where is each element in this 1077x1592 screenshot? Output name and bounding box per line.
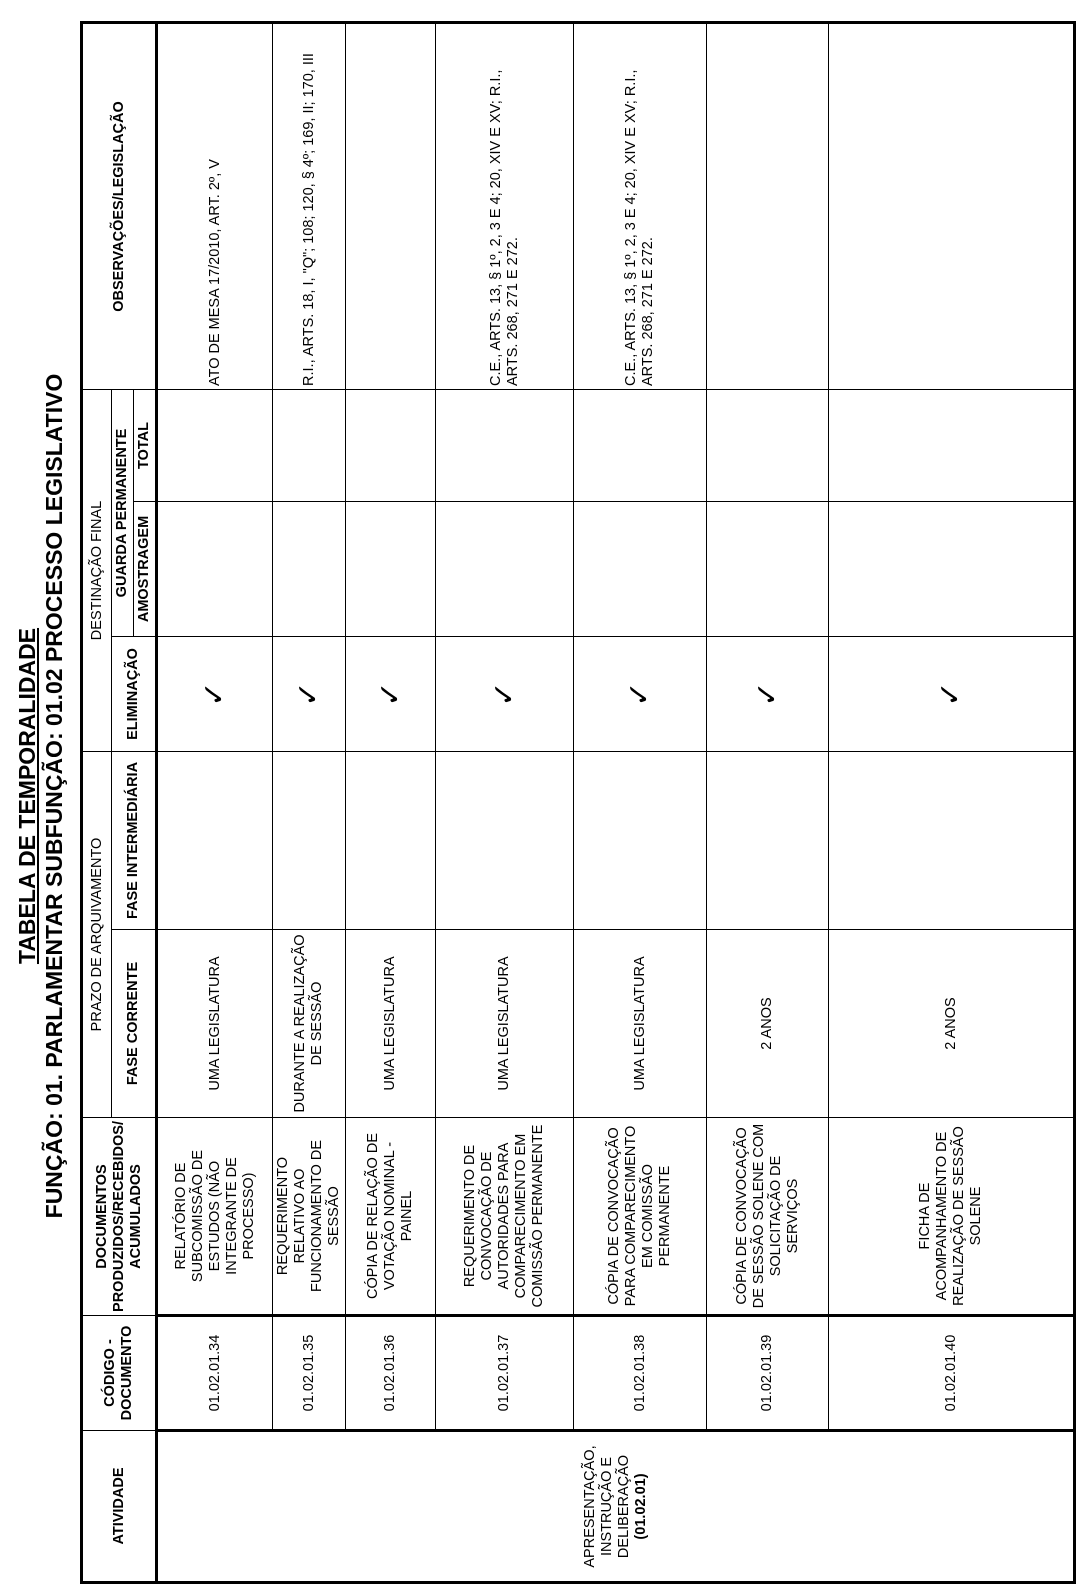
table-row	[829, 22, 1075, 1582]
total-cell	[346, 389, 436, 501]
observacoes-cell: C.E., ARTS. 13, § 1º, 2, 3 E 4; 20, XIV E XV; R.I., ARTS. 268, 271 E 272.	[574, 22, 707, 389]
documento-cell: CÓPIA DE CONVOCAÇÃO DE SESSÃO SOLENE COM SOLICITAÇÃO DE SERVIÇOS	[707, 1118, 829, 1316]
table-row	[273, 22, 346, 1582]
check-mark-icon: ✓	[749, 681, 785, 707]
eliminacao-cell	[829, 636, 1075, 751]
observacoes-cell	[829, 22, 1075, 389]
atividade-cell	[157, 1431, 1075, 1583]
amostragem-cell	[346, 501, 436, 636]
fase-corrente-cell: 2 ANOS	[707, 930, 829, 1118]
observacoes-cell: R.I., ARTS. 18, I, "Q"; 108; 120, § 4º; 169, II; 170, III	[273, 22, 346, 389]
check-mark-icon: ✓	[486, 681, 522, 707]
eliminacao-cell	[346, 636, 436, 751]
fase-intermediaria-cell	[346, 751, 436, 929]
fase-intermediaria-cell	[436, 751, 574, 929]
amostragem-cell	[157, 501, 273, 636]
total-cell	[436, 389, 574, 501]
check-mark-icon: ✓	[933, 681, 968, 707]
fase-intermediaria-cell	[574, 751, 707, 929]
amostragem-cell	[436, 501, 574, 636]
fase-corrente-cell: 2 ANOS	[829, 930, 1075, 1118]
fase-corrente-cell: UMA LEGISLATURA	[346, 930, 436, 1118]
header-amostragem: AMOSTRAGEM	[134, 501, 157, 636]
documento-cell: RELATÓRIO DE SUBCOMISSÃO DE ESTUDOS (NÃO INTEGRANTE DE PROCESSO)	[157, 1118, 273, 1316]
total-cell	[829, 389, 1075, 501]
fase-intermediaria-cell	[273, 751, 346, 929]
page-title: TABELA DE TEMPORALIDADE	[14, 627, 40, 965]
codigo-cell: 01.02.01.38	[574, 1316, 707, 1431]
eliminacao-cell	[574, 636, 707, 751]
fase-intermediaria-cell	[707, 751, 829, 929]
header-prazo: PRAZO DE ARQUIVAMENTO	[82, 751, 112, 1117]
header-destinacao: DESTINAÇÃO FINAL	[82, 389, 112, 751]
codigo-cell: 01.02.01.35	[273, 1316, 346, 1431]
table-body	[157, 22, 1075, 1582]
title-block	[14, 0, 68, 1592]
check-mark-icon: ✓	[197, 681, 232, 707]
table-row	[707, 22, 829, 1582]
table-row	[436, 22, 574, 1582]
fase-intermediaria-cell	[157, 751, 273, 929]
amostragem-cell	[574, 501, 707, 636]
header-fase-intermediaria: FASE INTERMEDIÁRIA	[112, 751, 157, 929]
header-documentos: DOCUMENTOS PRODUZIDOS/RECEBIDOS/ ACUMULADOS	[82, 1118, 157, 1316]
total-cell	[273, 389, 346, 501]
header-eliminacao: ELIMINAÇÃO	[112, 636, 157, 751]
observacoes-cell	[346, 22, 436, 389]
eliminacao-cell	[273, 636, 346, 751]
total-cell	[574, 389, 707, 501]
codigo-cell: 01.02.01.40	[829, 1316, 1075, 1431]
check-mark-icon: ✓	[372, 681, 408, 707]
fase-corrente-cell: UMA LEGISLATURA	[574, 930, 707, 1118]
documento-cell: CÓPIA DE RELAÇÃO DE VOTAÇÃO NOMINAL - PAINEL	[346, 1118, 436, 1316]
total-cell	[707, 389, 829, 501]
codigo-cell: 01.02.01.36	[346, 1316, 436, 1431]
observacoes-cell	[707, 22, 829, 389]
table-row	[157, 22, 273, 1582]
codigo-cell: 01.02.01.39	[707, 1316, 829, 1431]
documento-cell: REQUERIMENTO RELATIVO AO FUNCIONAMENTO DE SESSÃO	[273, 1118, 346, 1316]
page-subtitle: FUNÇÃO: 01. PARLAMENTAR SUBFUNÇÃO: 01.02 PROCESSO LEGISLATIVO	[41, 373, 67, 1219]
check-mark-icon: ✓	[291, 681, 326, 707]
codigo-cell: 01.02.01.37	[436, 1316, 574, 1431]
fase-intermediaria-cell	[829, 751, 1075, 929]
eliminacao-cell	[436, 636, 574, 751]
atividade-code: (01.02.01)	[632, 1473, 649, 1540]
atividade-label: APRESENTAÇÃO, INSTRUÇÃO E DELIBERAÇÃO	[581, 1445, 632, 1568]
amostragem-cell	[707, 501, 829, 636]
observacoes-cell: C.E., ARTS. 13, § 1º, 2, 3 E 4; 20, XIV E XV; R.I., ARTS. 268, 271 E 272.	[436, 22, 574, 389]
codigo-cell: 01.02.01.34	[157, 1316, 273, 1431]
observacoes-cell: ATO DE MESA 17/2010, ART. 2º, V	[157, 22, 273, 389]
header-observacoes: OBSERVAÇÕES/LEGISLAÇÃO	[82, 22, 157, 389]
header-fase-corrente: FASE CORRENTE	[112, 930, 157, 1118]
header-guarda-permanente: GUARDA PERMANENTE	[112, 389, 134, 636]
amostragem-cell	[829, 501, 1075, 636]
temporality-table	[80, 21, 1076, 1584]
documento-cell: CÓPIA DE CONVOCAÇÃO PARA COMPARECIMENTO EM COMISSÃO PERMANENTE	[574, 1118, 707, 1316]
total-cell	[157, 389, 273, 501]
eliminacao-cell	[707, 636, 829, 751]
fase-corrente-cell: DURANTE A REALIZAÇÃO DE SESSÃO	[273, 930, 346, 1118]
amostragem-cell	[273, 501, 346, 636]
header-atividade: ATIVIDADE	[82, 1431, 157, 1583]
table-row	[346, 22, 436, 1582]
header-codigo: CÓDIGO - DOCUMENTO	[82, 1316, 157, 1431]
fase-corrente-cell: UMA LEGISLATURA	[436, 930, 574, 1118]
documento-cell: FICHA DE ACOMPANHAMENTO DE REALIZAÇÃO DE SESSÃO SOLENE	[829, 1118, 1075, 1316]
fase-corrente-cell: UMA LEGISLATURA	[157, 930, 273, 1118]
header-total: TOTAL	[134, 389, 157, 501]
documento-cell: REQUERIMENTO DE CONVOCAÇÃO DE AUTORIDADES PARA COMPARECIMENTO EM COMISSÃO PERMANENTE	[436, 1118, 574, 1316]
check-mark-icon: ✓	[622, 681, 657, 707]
table-row	[574, 22, 707, 1582]
eliminacao-cell	[157, 636, 273, 751]
